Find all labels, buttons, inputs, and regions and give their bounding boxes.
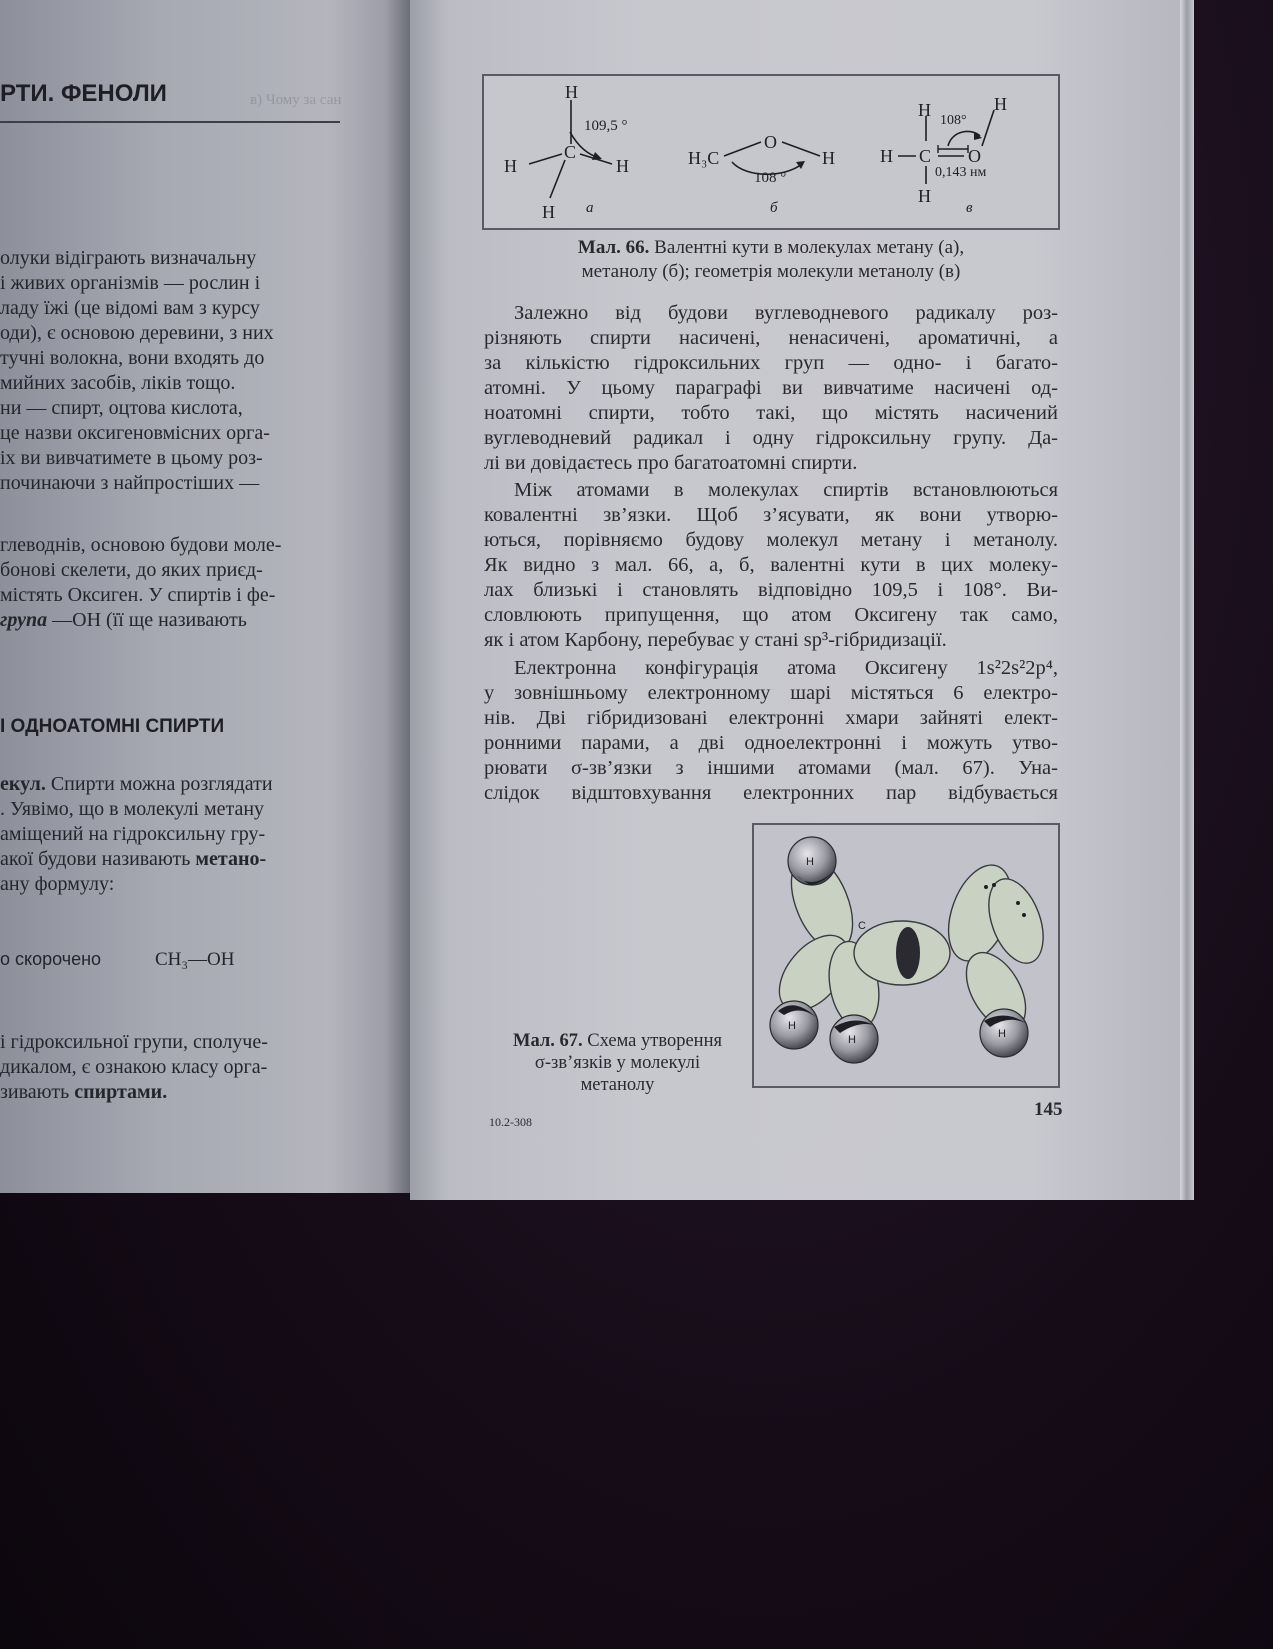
caption-text: Валентні кути в молекулах метану (а), — [649, 237, 965, 258]
caption-number: Мал. 67. — [513, 1031, 583, 1051]
group-rest: (її ще називають — [101, 609, 247, 631]
text-line: лі ви довідаєтесь про багатоатомні спирти. — [484, 452, 858, 474]
figure-66-drawing — [484, 76, 1058, 228]
line-text: Спирти можна розглядати — [45, 773, 273, 795]
text-line: містять Оксиген. У спиртів і фе- — [0, 584, 276, 606]
text-line — [0, 797, 264, 822]
figure-67-caption-line3: метанолу — [580, 1075, 655, 1095]
atom-label: O — [764, 132, 777, 152]
text-line: тучні волокна, вони входять до — [0, 347, 265, 369]
atom-label: H — [542, 202, 555, 222]
line-text: Залежно від будови вуглеводневого радикалу роз- — [514, 302, 1058, 324]
atom-label: H — [998, 1028, 1006, 1040]
line-text: Між атомами в молекулах спиртів встановлюються — [514, 479, 1058, 501]
text-line — [0, 822, 265, 847]
text-line: оди), є основою деревини, з них — [0, 322, 274, 344]
text-line: ладу їжі (це відомі вам з курсу — [0, 297, 260, 319]
text-line: у зовнішньому електронному шарі містяться 6 електро- — [484, 682, 1058, 704]
page-edge — [1180, 0, 1194, 1200]
bold-term: екул. — [0, 773, 46, 795]
text-line — [0, 608, 247, 633]
atom-label: H — [918, 186, 931, 206]
atom-label: H — [848, 1034, 856, 1046]
text-line: іх ви вивчатимете в цьому роз- — [0, 447, 263, 469]
electron-dot — [992, 883, 996, 887]
left-page-title: РТИ. ФЕНОЛИ — [0, 80, 167, 107]
print-code: 10.2-308 — [489, 1115, 532, 1129]
text-line: це назви оксигеновмісних орга- — [0, 422, 270, 444]
text-line: словлюють припущення, що атом Оксигену так само, — [484, 604, 1058, 626]
line-text: акої будови називають — [0, 848, 196, 870]
caption-number: Мал. 66. — [577, 237, 650, 258]
text-line: починаючи з найпростіших — — [0, 472, 260, 494]
text-line: олуки відіграють визначальну — [0, 247, 257, 269]
text-line — [484, 478, 1058, 504]
atom-label: C — [858, 920, 866, 932]
atom-label: H — [806, 856, 814, 868]
bond-length-label: 0,143 нм — [935, 165, 987, 180]
text-line: вуглеводневий радикал і одну гідроксильну групу. Да- — [484, 427, 1058, 449]
atom-label: H — [880, 146, 893, 166]
bleed-through-text: в) Чому за сан — [250, 92, 342, 108]
text-line — [0, 1080, 167, 1105]
figure-67 — [752, 823, 1060, 1088]
atom-label: H — [788, 1020, 796, 1032]
text-line: ються, порівняємо будову молекул метану і метанолу. — [484, 529, 1058, 551]
text-line: рювати σ-зв’язки з іншими атомами (мал. 67). Уна- — [484, 757, 1058, 779]
line-text: ану формулу: — [0, 873, 115, 895]
atom-label: C — [919, 146, 932, 166]
text-line: ноатомні спирти, тобто такі, що містять насичений — [484, 402, 1058, 424]
angle-label: 108 ° — [754, 170, 787, 186]
figure-66-caption-line2: метанолу (б); геометрія молекули метанолу (в) — [581, 261, 961, 282]
text-line: і гідроксильної групи, сполуче- — [0, 1031, 268, 1053]
atom-label: H — [994, 94, 1007, 114]
text-line: атомні. У цьому параграфі ви вивчатиме насичені од- — [484, 377, 1058, 399]
methanol-angle-structure — [688, 132, 835, 216]
alcohols-term: спиртами. — [74, 1081, 168, 1103]
panel-label: б — [770, 200, 778, 216]
short-formula-label: о скорочено — [0, 949, 102, 969]
atom-label: C — [564, 142, 577, 162]
electron-dot — [1016, 901, 1020, 905]
right-page — [410, 0, 1184, 1200]
atom-label: H — [504, 156, 517, 176]
section-title: І ОДНОАТОМНІ СПИРТИ — [0, 716, 225, 737]
text-line: нів. Дві гібридизовані електронні хмари зайняті елект- — [484, 707, 1058, 729]
text-line: мийних засобів, ліків тощо. — [0, 372, 236, 394]
text-line: і живих організмів — рослин і — [0, 272, 261, 294]
figure-66-caption — [482, 236, 1060, 260]
electron-dot — [1022, 913, 1026, 917]
text-line — [484, 656, 1058, 682]
methane-structure — [504, 82, 629, 222]
angle-label: 109,5 ° — [584, 118, 628, 134]
line-text: Електронна конфігурація атома Оксигену 1s²2s²2p⁴, — [514, 657, 1058, 679]
line-text: аміщений на гідроксильну гру- — [0, 823, 266, 845]
figure-67-caption-line2: σ-зв’язків у молекулі — [534, 1053, 701, 1073]
line-text: зивають — [0, 1081, 75, 1103]
left-page — [0, 0, 410, 1193]
text-line — [484, 301, 1058, 327]
text-line — [0, 847, 266, 872]
electron-dot — [984, 885, 988, 889]
caption-text: Схема утворення — [582, 1031, 722, 1051]
group-term: групa — [0, 609, 48, 631]
figure-67-caption — [490, 1030, 745, 1052]
page-number: 145 — [1034, 1099, 1063, 1120]
methanol-geometry-structure — [880, 94, 1007, 216]
text-line: ронними парами, а дві одноелектронні і можуть утво- — [484, 732, 1058, 754]
methanol-term: метано- — [195, 848, 267, 870]
text-line — [0, 872, 114, 897]
text-line: за кількістю гідроксильних груп — одно- і багато- — [484, 352, 1058, 374]
text-line: глеводнів, основою будови моле- — [0, 534, 282, 556]
atom-label: H — [616, 156, 629, 176]
text-line: лах близькі і становлять відповідно 109,5 і 108°. Ви- — [484, 579, 1058, 601]
text-line — [0, 772, 273, 797]
atom-label: H — [918, 100, 931, 120]
text-line: різняють спирти насичені, ненасичені, ароматичні, а — [484, 327, 1058, 349]
text-line: ковалентні зв’язки. Щоб з’ясувати, як вони утворю- — [484, 504, 1058, 526]
short-formula: CH₃—OH — [155, 949, 235, 970]
text-line: ни — спирт, оцтова кислота, — [0, 397, 243, 419]
line-text: . Уявімо, що в молекулі метану — [0, 798, 265, 820]
atom-label: H — [822, 148, 835, 168]
panel-label: в — [966, 200, 973, 216]
angle-label: 108° — [940, 113, 967, 128]
panel-label: а — [586, 200, 594, 216]
group-formula: —OH — [47, 609, 102, 631]
text-line: Як видно з мал. 66, а, б, валентні кути в цих молеку- — [484, 554, 1058, 576]
text-line: бонові скелети, до яких приєд- — [0, 559, 263, 581]
title-rule — [0, 121, 340, 123]
text-line: як і атом Карбону, перебуває у стані sp³-гібридизації. — [484, 629, 947, 651]
atom-label: H — [565, 82, 578, 102]
text-line: дикалом, є ознакою класу орга- — [0, 1056, 268, 1078]
atom-label: H₃C — [688, 148, 720, 168]
text-line: слідок відштовхування електронних пар відбувається — [484, 782, 1058, 804]
figure-66 — [482, 74, 1060, 230]
atom-label: O — [968, 146, 981, 166]
figure-67-drawing — [754, 825, 1058, 1086]
sigma-overlap — [896, 927, 920, 979]
